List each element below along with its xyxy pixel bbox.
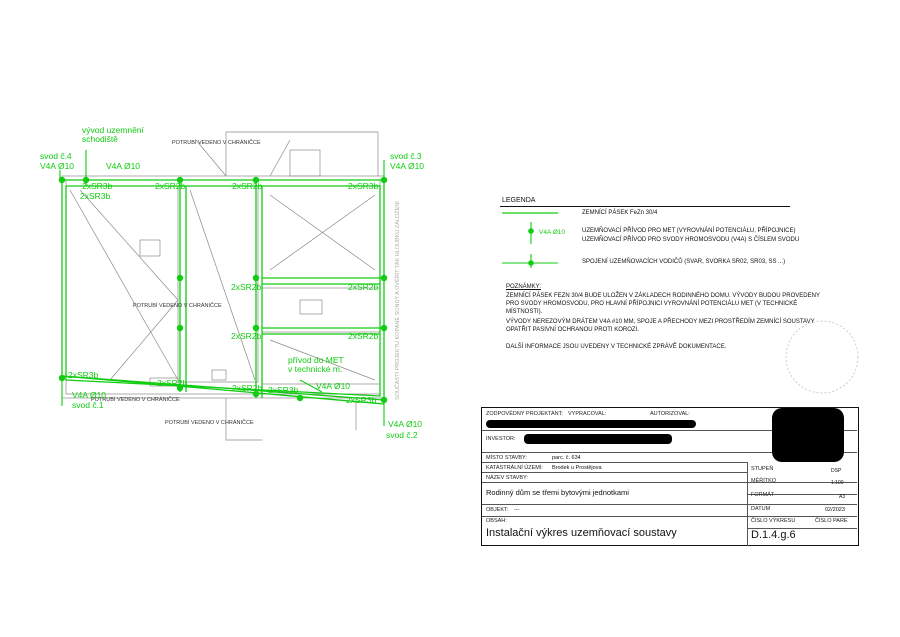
label-sr3b-b: 2xSR3b <box>80 191 111 201</box>
tb-datum-value: 02/2023 <box>825 507 845 513</box>
label-sr2b-b: 2xSR2b <box>232 181 263 191</box>
plan-note-4: POTRUBÍ VEDENO V CHRÁNIČCE <box>165 420 254 426</box>
legend-item-tape: ZEMNÍCÍ PÁSEK FeZn 30/4 <box>582 210 658 216</box>
note-line-6: DALŠÍ INFORMACE JSOU UVEDENY V TECHNICKÉ ZPRÁVĚ DOKUMENTACE. <box>506 344 727 350</box>
label-privod-met: přívod do MET v technické m. <box>288 355 344 374</box>
label-svod-3-spec: V4A Ø10 <box>390 161 425 171</box>
redaction-names <box>486 420 696 428</box>
label-svod-1: svod č.1 <box>72 400 104 410</box>
legend-symbols <box>500 208 560 268</box>
label-sr2b-c: 2xSR2b <box>231 282 262 292</box>
stamp-circle <box>786 321 858 393</box>
label-sr2b-d: 2xSR2b <box>348 282 379 292</box>
tb-objekt-value: --- <box>514 507 520 513</box>
label-svod-2-spec: V4A Ø10 <box>388 419 423 429</box>
plan-note-2: POTRUBÍ VEDENO V CHRÁNIČCE <box>133 303 222 309</box>
tb-misto-value: parc. č. 634 <box>552 455 581 461</box>
label-sr2b-a: 2xSR2b <box>155 181 186 191</box>
label-sr3b-d: 2xSR3b <box>68 370 99 380</box>
label-svod-4: svod č.4 <box>40 151 72 161</box>
redaction-logo <box>772 408 844 462</box>
label-sr2b-e: 2xSR2b <box>231 331 262 341</box>
label-sr2b-f: 2xSR2b <box>348 331 379 341</box>
tb-meritko-value: 1:100 <box>831 480 844 486</box>
label-svod-1-spec: V4A Ø10 <box>72 390 107 400</box>
note-line-5: OPATŘIT PASIVNÍ OCHRANOU PROTI KOROZI. <box>506 327 639 333</box>
label-sr3b-e: 2xSR3b <box>268 385 299 395</box>
tb-obsah-value: Instalační výkres uzemňovací soustavy <box>486 527 677 539</box>
tb-format-label: FORMÁT <box>751 492 775 498</box>
redaction-investor <box>524 434 672 444</box>
legend-item-spojeni: SPOJENÍ UZEMŇOVACÍCH VODIČŮ (SVAR, SVORKA SR02, SR03, SS ...) <box>582 259 786 265</box>
label-privod-met-spec: V4A Ø10 <box>316 381 351 391</box>
label-sr3b-f: 2xSR3b <box>346 395 377 405</box>
note-line-3: MÍSTNOSTI). <box>506 309 543 315</box>
tb-format-value: A3 <box>839 494 846 500</box>
tb-stupen-label: STUPEŇ <box>751 466 774 472</box>
tb-zodpovedny-label: ZODPOVĚDNÝ PROJEKTANT: <box>486 411 563 417</box>
tb-misto-label: MÍSTO STAVBY: <box>486 455 527 461</box>
tb-vypracoval-label: VYPRACOVAL: <box>568 411 607 417</box>
plan-vertical-note: SOUČÁSTÍ PROJEKTU KOPANÉ SONDY A OVĚŘIT TAK HLOUBKU ZALOŽENÍ <box>395 201 401 400</box>
note-line-4: VÝVODY NEREZOVÝM DRÁTEM V4A #10 MM, SPOJE A PŘECHODY MEZI PROSTŘEDÍM ZEMNÍCÍ SOUSTAVY <box>506 319 815 325</box>
note-line-1: ZEMNÍCÍ PÁSEK FEZN 30/4 BUDE ULOŽEN V ZÁKLADECH RODINNÉHO DOMU. VÝVODY BUDOU PROVEDENY <box>506 293 820 299</box>
tb-cislo-pare-label: ČÍSLO PARE <box>815 518 848 524</box>
label-sr2b-g: 2xSR2b <box>157 378 188 388</box>
tb-cislo-label: ČÍSLO VÝKRESU <box>751 518 796 524</box>
label-sr3b-c: 2xSR3b <box>348 181 379 191</box>
notes-title: POZNÁMKY: <box>506 284 542 290</box>
title-block <box>481 407 859 546</box>
tb-autorizoval-label: AUTORIZOVAL: <box>650 411 690 417</box>
tb-nazev-value: Rodinný dům se třemi bytovými jednotkami <box>486 488 629 497</box>
tb-cislo-value: D.1.4.g.6 <box>751 529 796 541</box>
note-line-2: PRO SVODY HROMOSVODU, PRO HLAVNÍ PŘÍPOJNICI VYROVNÁNÍ POTENCIÁLU MET (V TECHNICKÉ <box>506 301 798 307</box>
label-sr3b-a: 2xSR3b <box>82 181 113 191</box>
legend-title: LEGENDA <box>502 197 536 204</box>
label-svod-3: svod č.3 <box>390 151 422 161</box>
label-svod-4-spec: V4A Ø10 <box>40 161 75 171</box>
tb-obsah-label: OBSAH: <box>486 518 507 524</box>
tb-stupen-value: DSP <box>831 468 842 474</box>
tb-datum-label: DATUM <box>751 506 771 512</box>
label-svod-4-spec2: V4A Ø10 <box>106 161 141 171</box>
label-vyvod-uzemneni: vývod uzemnění schodiště <box>82 125 144 144</box>
legend-item-tag: V4A Ø10 <box>539 229 566 236</box>
legend-item-met: UZEMŇOVACÍ PŘÍVOD PRO MET (VYROVNÁNÍ POTENCIÁLU, PŘÍPOJNICE) <box>582 228 796 234</box>
label-sr2b-h: 2xSR2b <box>232 383 263 393</box>
tb-nazev-label: NÁZEV STAVBY: <box>486 475 528 481</box>
tb-meritko-label: MĚŘÍTKO <box>751 478 777 484</box>
tb-investor-label: INVESTOR: <box>486 436 516 442</box>
plan-note-3: POTRUBÍ VEDENO V CHRÁNIČCE <box>91 397 180 403</box>
plan-note-1: POTRUBÍ VEDENO V CHRÁNIČCE <box>172 140 261 146</box>
tb-katastr-label: KATASTRÁLNÍ ÚZEMÍ: <box>486 465 543 471</box>
tb-katastr-value: Brodek u Prostějova <box>552 465 602 471</box>
tb-objekt-label: OBJEKT: <box>486 507 509 513</box>
label-svod-2: svod č.2 <box>386 430 418 440</box>
legend-item-svody: UZEMŇOVACÍ PŘÍVOD PRO SVODY HROMOSVODU (V4A) S ČÍSLEM SVODU <box>582 237 800 243</box>
